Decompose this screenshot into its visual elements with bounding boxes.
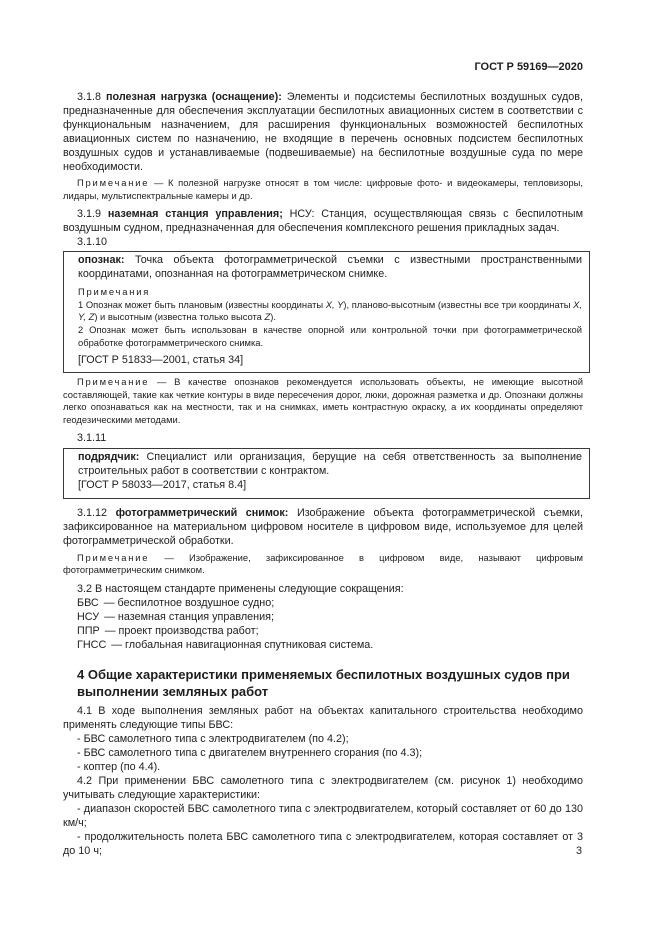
abbreviation-item — [63, 610, 583, 624]
note-text: — Изображение, зафиксированное в цифровом виде, называют цифровым фотограмметрическим снимком. — [63, 551, 583, 576]
note-2: 2 Опознак может быть использован в качестве опорной или контрольной точки при фотограмметрической обработке фотограмметрического снимка. — [78, 323, 582, 348]
term-number: 3.1.9 — [77, 208, 102, 221]
term-3-1-10-number: 3.1.10 — [77, 236, 108, 249]
list-item: - БВС самолетного типа с двигателем внутреннего сгорания (по 4.3); — [77, 746, 423, 759]
list-item: - коптер (по 4.4). — [77, 760, 161, 773]
term-3-1-9 — [63, 207, 583, 235]
abbreviations-intro: 3.2 В настоящем стандарте применены следующие сокращения: — [77, 582, 404, 595]
note-text: — К полезной нагрузке относят в том числе: цифровые фото- и видеокамеры, тепловизоры, лидары, мультиспектральные камеры и др. — [63, 177, 583, 201]
paragraph-4-2: 4.2 При применении БВС самолетного типа с электродвигателем (см. рисунок 1) необходимо учитывать следующие характеристики: — [63, 774, 583, 801]
abbreviation: БВС — [77, 596, 99, 609]
list-item: - продолжительность полета БВС самолетного типа с электродвигателем, которая составляет от 3 до 10 ч; — [63, 830, 583, 857]
abbreviation: НСУ — [77, 610, 100, 623]
term-3-1-10-definition — [78, 253, 582, 281]
paragraph-4-1: 4.1 В ходе выполнения земляных работ на объектах капитального строительства необходимо применять следующие типы БВС: — [63, 704, 583, 731]
term-name: фотограмметрический снимок: — [115, 506, 289, 519]
note-3-1-8 — [63, 177, 583, 202]
term-definition: НСУ: Станция, осуществляющая связь с беспилотным воздушным судном, предназначенная для обеспечения комплексного решения прикладных задач. — [63, 208, 583, 235]
term-3-1-10-box — [63, 251, 590, 373]
term-name: полезная нагрузка (оснащение): — [105, 91, 282, 103]
term-name: подрядчик: — [78, 450, 140, 463]
abbreviation-item — [63, 624, 583, 638]
term-3-1-11-definition — [78, 450, 582, 478]
coord-z: Z — [264, 311, 271, 323]
notes-label: Примечания — [78, 286, 151, 298]
note-1-text: ). — [270, 311, 276, 323]
abbreviation-description: — наземная станция управления; — [104, 610, 274, 623]
term-3-1-11-box — [63, 448, 590, 499]
note-1 — [78, 299, 582, 324]
note-1-text: 1 Опознак может быть плановым (известны координаты — [78, 298, 326, 310]
note-1-text: ), планово-высотным (известны все три координаты — [343, 298, 574, 310]
term-3-1-12 — [63, 506, 583, 548]
term-number: 3.1.8 — [77, 91, 102, 103]
term-name: наземная станция управления; — [107, 208, 283, 221]
term-3-1-8 — [63, 90, 583, 174]
abbreviation: ГНСС — [77, 638, 107, 651]
term-definition: Изображение объекта фотограмметрической съемки, зафиксированное на материальном цифровом носителе в цифровом виде, используемое для целей фотограмметрической обработки. — [63, 506, 584, 547]
source-reference: [ГОСТ Р 58033—2017, статья 8.4] — [78, 478, 247, 491]
term-3-1-11-number: 3.1.11 — [77, 431, 107, 444]
note-label: Примечание — [77, 376, 150, 388]
note-3-1-12 — [63, 552, 583, 577]
note-label: Примечание — [77, 551, 150, 563]
term-name: опознак: — [78, 254, 125, 267]
abbreviation-description: — беспилотное воздушное судно; — [103, 596, 275, 609]
source-reference: [ГОСТ Р 51833—2001, статья 34] — [78, 354, 244, 367]
term-definition: Элементы и подсистемы беспилотных воздушных судов, предназначенные для обеспечения эксплуатации беспилотных авиационных систем в соответствии с функциональным назначением, для расширения функциональных возможностей беспилотных авиационных систем по назначению, не входящие в перечень основных подсистем беспилотных воздушных судов и устанавливаемые (подвешиваемые) на беспилотные воздушные суда по мере необходимости. — [63, 91, 583, 173]
note-label: Примечание — [77, 177, 150, 188]
coord-xyz: X, Y, Z — [78, 298, 582, 323]
document-code-header: ГОСТ Р 59169—2020 — [474, 61, 583, 73]
note-1-text: ) и высотным (известна только высота — [94, 311, 265, 323]
abbreviation-description: — глобальная навигационная спутниковая система. — [111, 638, 374, 651]
term-definition: Точка объекта фотограмметрической съемки с известными пространственными координатами, опознанная на фотограмметрическом снимке. — [78, 254, 583, 281]
section-4-heading: 4 Общие характеристики применяемых беспилотных воздушных судов при выполнении земляных работ — [77, 666, 570, 699]
page-number: 3 — [576, 845, 583, 857]
list-item: - диапазон скоростей БВС самолетного типа с электродвигателем, который составляет от 60 до 130 км/ч; — [63, 802, 583, 829]
page-body — [63, 90, 583, 858]
coord-xy: X, Y — [325, 298, 344, 310]
abbreviation: ППР — [77, 624, 100, 637]
abbreviation-description: — проект производства работ; — [104, 624, 259, 637]
term-number: 3.1.12 — [77, 506, 108, 519]
abbreviation-item — [63, 596, 583, 610]
term-definition: Специалист или организация, берущие на себя ответственность за выполнение строительных работ в соответствии с контрактом. — [78, 450, 583, 477]
note-after-3-1-10 — [63, 376, 583, 426]
note-text: — В качестве опознаков рекомендуется использовать объекты, не имеющие высотной составляющей, такие как четкие контуры в виде пересечения дорог, люки, дорожная разметка и др. Опознаки должны легко опознаваться как на местности, так и на снимках, иметь контрастную окраску, а их координаты определяют геодезическими методами. — [63, 376, 583, 425]
list-item: - БВС самолетного типа с электродвигателем (по 4.2); — [77, 732, 349, 745]
abbreviation-item — [63, 638, 583, 652]
